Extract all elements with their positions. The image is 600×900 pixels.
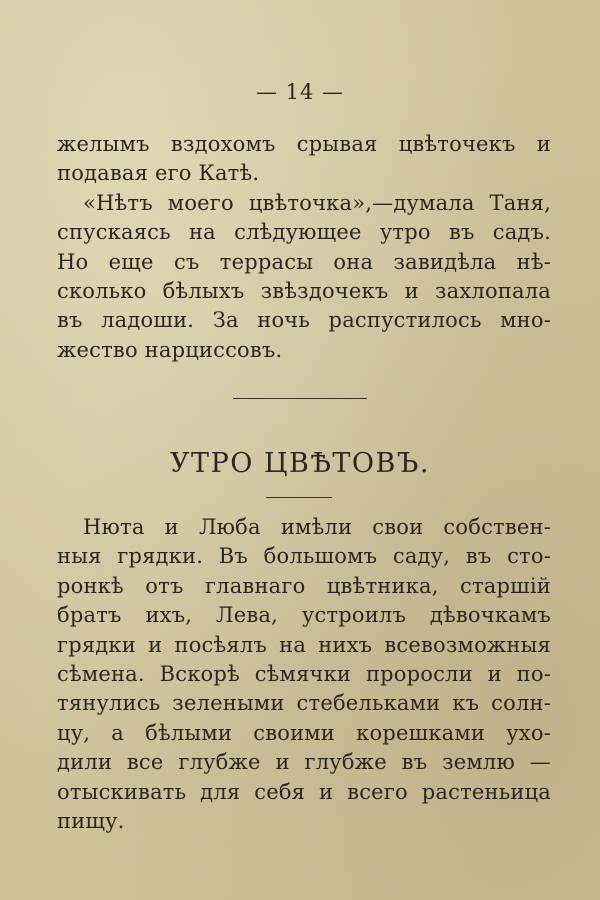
section-paragraph — [57, 513, 551, 836]
text-line: Нюта и Люба имѣли свои собствен- — [83, 515, 551, 539]
text-line: пищу. — [57, 809, 125, 834]
text-line: дили все глубже и глубже въ землю — — [57, 750, 551, 775]
paragraph-continuation — [57, 130, 551, 365]
text-line: ныя грядки. Въ большомъ саду, въ сто- — [57, 544, 551, 569]
text-line: спускаясь на слѣдующее утро въ садъ. — [57, 220, 551, 245]
text-line: тянулись зелеными стебельками къ солн- — [57, 691, 551, 716]
text-line: жество нарциссовъ. — [57, 337, 283, 362]
text-line: Но еще съ террасы она завидѣла нѣ- — [57, 249, 551, 274]
text-line: «Нѣтъ моего цвѣточка»,—думала Таня, — [83, 190, 551, 215]
text-line: желымъ вздохомъ срывая цвѣточекъ и — [57, 132, 551, 156]
text-line: въ ладоши. За ночь распустилось мно- — [57, 308, 551, 333]
page-number: — 14 — — [255, 80, 345, 104]
text-line: цу, а бѣлыми своими корешками ухо- — [57, 720, 551, 745]
section-divider — [233, 398, 367, 399]
text-line: ронкѣ отъ главнаго цвѣтника, старшій — [57, 573, 551, 598]
text-line: отыскивать для себя и всего растеньица — [57, 779, 551, 804]
title-underline — [266, 497, 332, 498]
text-line: сѣмена. Вскорѣ сѣмячки проросли и по- — [57, 662, 551, 687]
text-line: братъ ихъ, Лева, устроилъ дѣвочкамъ — [57, 603, 551, 628]
text-line: подавая его Катѣ. — [57, 161, 260, 186]
text-line: сколько бѣлыхъ звѣздочекъ и захлопала — [57, 279, 551, 304]
text-line: грядки и посѣялъ на нихъ всевозможныя — [57, 632, 551, 657]
section-title: УТРО ЦВѢТОВЪ. — [170, 448, 430, 479]
